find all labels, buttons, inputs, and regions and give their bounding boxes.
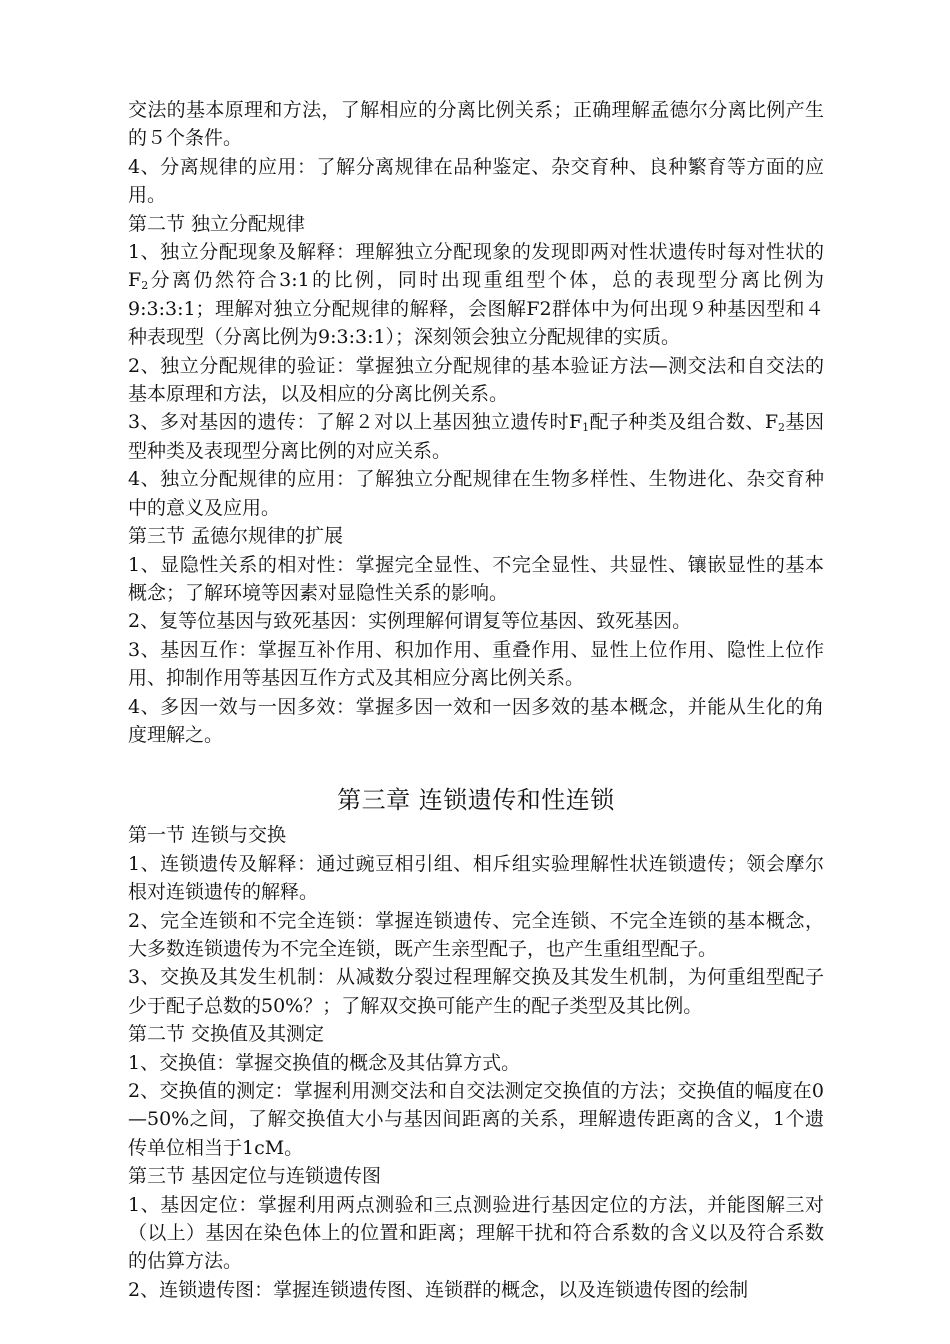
paragraph: 交法的基本原理和方法，了解相应的分离比例关系；正确理解孟德尔分离比例产生的５个条件。 xyxy=(128,99,824,150)
paragraph: 2、复等位基因与致死基因：实例理解何谓复等位基因、致死基因。 xyxy=(128,610,692,633)
subscript: 1 xyxy=(582,421,590,435)
paragraph: 1、显隐性关系的相对性：掌握完全显性、不完全显性、共显性、镶嵌显性的基本概念；了解环境等因素对显隐性关系的影响。 xyxy=(128,553,824,604)
section-heading: 第三节 孟德尔规律的扩展 xyxy=(128,525,344,548)
paragraph: 2、连锁遗传图：掌握连锁遗传图、连锁群的概念，以及连锁遗传图的绘制 xyxy=(128,1278,749,1301)
paragraph: 1、连锁遗传及解释：通过豌豆相引组、相斥组实验理解性状连锁遗传；领会摩尔根对连锁遗传的解释。 xyxy=(128,852,824,904)
paragraph xyxy=(128,238,824,352)
paragraph: 2、完全连锁和不完全连锁：掌握连锁遗传、完全连锁、不完全连锁的基本概念，大多数连锁遗传为不完全连锁，既产生亲型配子，也产生重组型配子。 xyxy=(128,909,824,960)
paragraph: 1、基因定位：掌握利用两点测验和三点测验进行基因定位的方法，并能图解三对（以上）基因在染色体上的位置和距离；理解干扰和符合系数的含义以及符合系数的估算方法。 xyxy=(128,1193,824,1273)
section-heading: 第三节 基因定位与连锁遗传图 xyxy=(128,1165,382,1188)
subscript: 2 xyxy=(778,421,786,435)
paragraph: 4、分离规律的应用：了解分离规律在品种鉴定、杂交育种、良种繁育等方面的应用。 xyxy=(128,155,824,207)
paragraph: 4、独立分配规律的应用：了解独立分配规律在生物多样性、生物进化、杂交育种中的意义及应用。 xyxy=(128,468,824,519)
paragraph: 4、多因一效与一因多效：掌握多因一效和一因多效的基本概念，并能从生化的角度理解之。 xyxy=(128,695,824,746)
section-heading: 第二节 交换值及其测定 xyxy=(128,1023,325,1046)
paragraph: 3、基因互作：掌握互补作用、积加作用、重叠作用、显性上位作用、隐性上位作用、抑制作用等基因互作方式及其相应分离比例关系。 xyxy=(128,638,824,690)
section-heading: 第二节 独立分配规律 xyxy=(128,212,306,235)
paragraph: 1、交换值：掌握交换值的概念及其估算方式。 xyxy=(128,1051,521,1074)
text-run: 配子种类及组合数、F xyxy=(589,411,779,434)
chapter-heading: 第三章 连锁遗传和性连锁 xyxy=(337,786,615,815)
text-run: 3、多对基因的遗传：了解２对以上基因独立遗传时F xyxy=(128,411,583,434)
paragraph: 3、交换及其发生机制：从减数分裂过程理解交换及其发生机制，为何重组型配子少于配子总数的50%？；了解双交换可能产生的配子类型及其比例。 xyxy=(128,966,824,1017)
text-run: 1、独立分配现象及解释：理解独立分配现象的发现即两对性状遗传时每对性状的F xyxy=(128,241,824,292)
subscript: 2 xyxy=(141,279,149,293)
text-run: 分离仍然符合3:1的比例，同时出现重组型个体，总的表现型分离比例为9:3:3:1；理解对独立分配规律的解释，会图解F2群体中为何出现９种基因型和４种表现型（分离比例为9:3:3:1）；深刻领会独立分配规律的实质。 xyxy=(128,269,824,349)
paragraph xyxy=(128,408,824,465)
document-page xyxy=(128,96,824,1304)
section-heading: 第一节 连锁与交换 xyxy=(128,824,287,847)
paragraph: 2、交换值的测定：掌握利用测交法和自交法测定交换值的方法；交换值的幅度在0—50%之间，了解交换值大小与基因间距离的关系，理解遗传距离的含义，1个遗传单位相当于1cM。 xyxy=(128,1080,824,1159)
paragraph: 2、独立分配规律的验证：掌握独立分配规律的基本验证方法—测交法和自交法的基本原理和方法，以及相应的分离比例关系。 xyxy=(128,354,824,406)
text-run: 基因型种类及表现型分离比例的对应关系。 xyxy=(128,411,824,462)
